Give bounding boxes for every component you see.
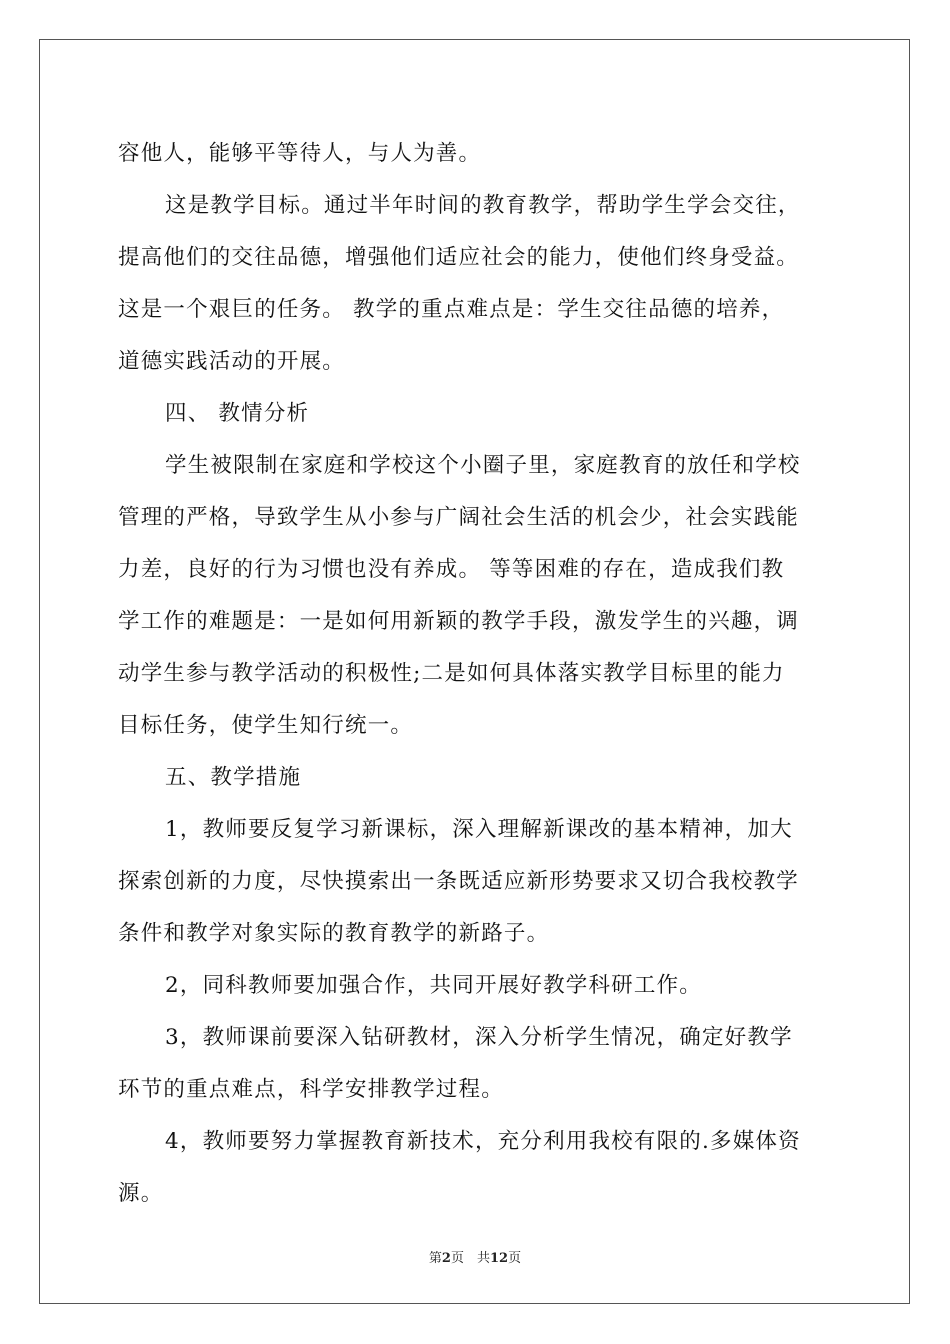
paragraph-line: 1，教师要反复学习新课标，深入理解新课改的基本精神，加大 [165,817,793,842]
paragraph-line: 力差，良好的行为习惯也没有养成。 等等困难的存在，造成我们教 [118,557,785,582]
section-heading: 五、教学措施 [165,765,302,790]
paragraph-line: 条件和教学对象实际的教育教学的新路子。 [118,921,550,946]
paragraph-line: 4，教师要努力掌握教育新技术，充分利用我校有限的.多媒体资 [165,1129,801,1154]
footer-suffix: 页 [508,1251,522,1266]
paragraph-line: 学生被限制在家庭和学校这个小圈子里，家庭教育的放任和学校 [165,453,801,478]
footer-mid: 页 共 [450,1251,490,1266]
page-footer [0,1247,950,1266]
footer-prefix: 第 [428,1251,442,1266]
paragraph-line: 提高他们的交往品德，增强他们适应社会的能力，使他们终身受益。 [118,245,800,270]
current-page-number: 2 [441,1251,451,1266]
paragraph-line: 容他人，能够平等待人，与人为善。 [118,141,482,166]
paragraph-line: 动学生参与教学活动的积极性;二是如何具体落实教学目标里的能力 [118,661,785,686]
paragraph-line: 3，教师课前要深入钻研教材，深入分析学生情况，确定好教学 [165,1025,793,1050]
total-page-number: 12 [489,1251,509,1266]
paragraph-line: 环节的重点难点，科学安排教学过程。 [118,1077,504,1102]
paragraph-line: 这是一个艰巨的任务。 教学的重点难点是：学生交往品德的培养， [118,297,785,322]
section-heading: 四、 教情分析 [165,401,310,426]
paragraph-line: 管理的严格，导致学生从小参与广阔社会生活的机会少，社会实践能 [118,505,800,530]
paragraph-line: 这是教学目标。通过半年时间的教育教学，帮助学生学会交往， [165,193,801,218]
paragraph-line: 学工作的难题是：一是如何用新颖的教学手段，激发学生的兴趣，调 [118,609,800,634]
paragraph-line: 道德实践活动的开展。 [118,349,346,374]
paragraph-line: 2，同科教师要加强合作，共同开展好教学科研工作。 [165,973,702,998]
paragraph-line: 探索创新的力度，尽快摸索出一条既适应新形势要求又切合我校教学 [118,869,800,894]
paragraph-line: 目标任务，使学生知行统一。 [118,713,414,738]
paragraph-line: 源。 [118,1181,164,1206]
